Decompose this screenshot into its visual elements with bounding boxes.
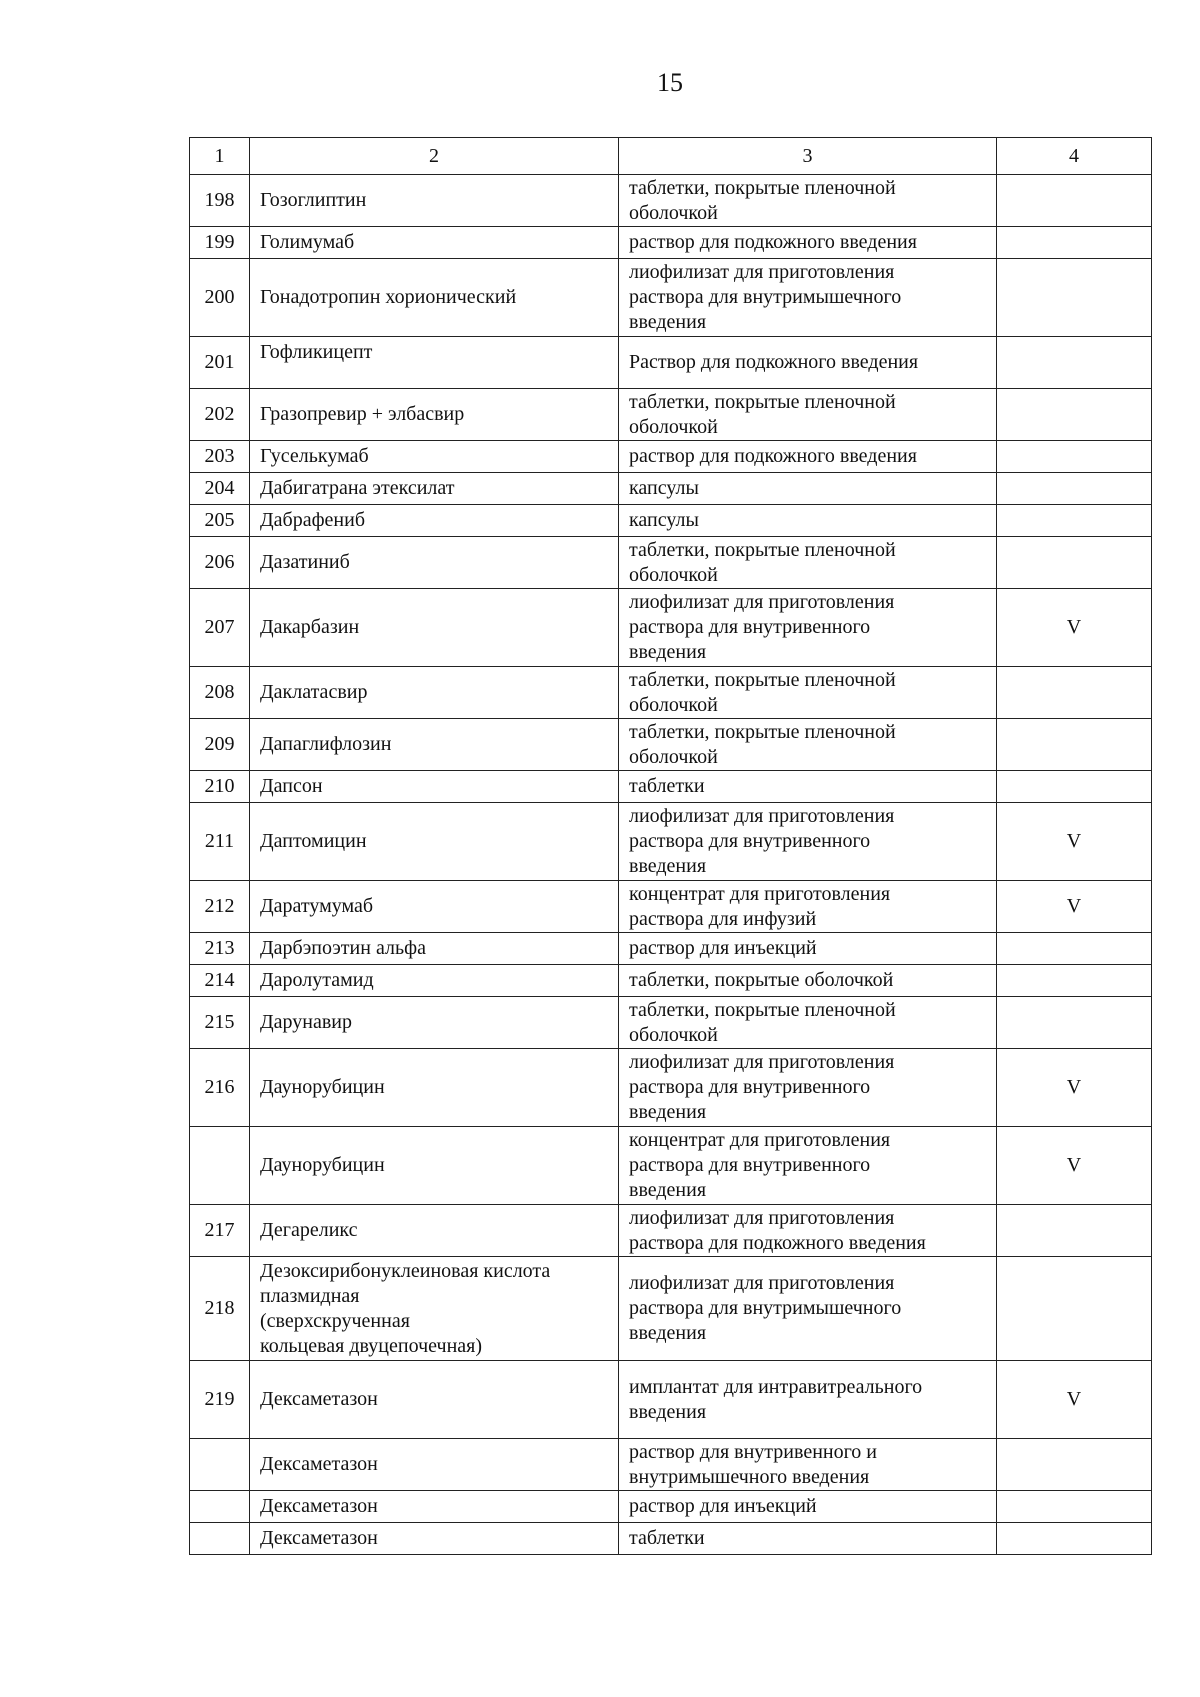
table-row bbox=[190, 1049, 1152, 1127]
dosage-form bbox=[619, 667, 997, 719]
dosage-form-text: таблетки bbox=[629, 775, 705, 797]
mark-cell bbox=[997, 771, 1152, 803]
mark-cell bbox=[997, 719, 1152, 771]
row-number bbox=[190, 1257, 250, 1361]
table-row bbox=[190, 1205, 1152, 1257]
drug-name bbox=[250, 667, 619, 719]
dosage-form-text: лиофилизат для приготовления раствора для внутривенного введения bbox=[629, 805, 895, 877]
dosage-form-text: таблетки, покрытые пленочной оболочкой bbox=[629, 390, 896, 438]
table-row bbox=[190, 259, 1152, 337]
mark-cell bbox=[997, 175, 1152, 227]
mark-cell bbox=[997, 473, 1152, 505]
row-number bbox=[190, 389, 250, 441]
table-body bbox=[190, 175, 1152, 1555]
row-number bbox=[190, 667, 250, 719]
dosage-form-text: раствор для внутривенного и внутримышечного введения bbox=[629, 1440, 878, 1488]
dosage-form-text: таблетки, покрытые пленочной оболочкой bbox=[629, 538, 896, 586]
column-header-2: 2 bbox=[250, 138, 619, 175]
row-number-text: 211 bbox=[204, 830, 235, 852]
drug-name-text: Голимумаб bbox=[260, 231, 355, 253]
mark-cell bbox=[997, 505, 1152, 537]
row-number bbox=[190, 259, 250, 337]
table-row bbox=[190, 1491, 1152, 1523]
table-row bbox=[190, 771, 1152, 803]
drug-name-text: Дегареликс bbox=[260, 1219, 358, 1241]
dosage-form bbox=[619, 259, 997, 337]
dosage-form-text: раствор для инъекций bbox=[629, 937, 817, 959]
table-row bbox=[190, 537, 1152, 589]
dosage-form bbox=[619, 175, 997, 227]
table-row bbox=[190, 667, 1152, 719]
drug-name bbox=[250, 227, 619, 259]
table-row bbox=[190, 881, 1152, 933]
dosage-form-text: таблетки, покрытые пленочной оболочкой bbox=[629, 720, 896, 768]
table-row bbox=[190, 933, 1152, 965]
drug-name bbox=[250, 719, 619, 771]
drug-name bbox=[250, 771, 619, 803]
dosage-form-text: концентрат для приготовления раствора для инфузий bbox=[629, 882, 891, 930]
row-number bbox=[190, 1205, 250, 1257]
row-number-text: 202 bbox=[204, 403, 235, 425]
row-number bbox=[190, 227, 250, 259]
dosage-form bbox=[619, 537, 997, 589]
drug-name-text: Дакарбазин bbox=[260, 616, 360, 638]
table-row bbox=[190, 389, 1152, 441]
mark-cell bbox=[997, 803, 1152, 881]
drug-name-text: Дабрафениб bbox=[260, 509, 365, 531]
dosage-form-text: Раствор для подкожного введения bbox=[629, 351, 919, 373]
mark-cell bbox=[997, 1127, 1152, 1205]
row-number bbox=[190, 881, 250, 933]
dosage-form bbox=[619, 719, 997, 771]
dosage-form bbox=[619, 803, 997, 881]
table-header-row bbox=[190, 138, 1152, 175]
drug-name-text: Даратумумаб bbox=[260, 895, 374, 917]
drug-name bbox=[250, 337, 619, 389]
row-number bbox=[190, 965, 250, 997]
drug-name-text: Гофликицепт bbox=[260, 341, 373, 363]
page-number: 15 bbox=[657, 68, 683, 97]
drug-name bbox=[250, 175, 619, 227]
mark-cell bbox=[997, 1049, 1152, 1127]
row-number-text: 206 bbox=[204, 551, 235, 573]
mark-cell bbox=[997, 997, 1152, 1049]
row-number-text: 201 bbox=[204, 351, 235, 373]
drug-name bbox=[250, 1361, 619, 1439]
row-number-text: 204 bbox=[204, 477, 235, 499]
dosage-form-text: имплантат для интравитреального введения bbox=[629, 1375, 923, 1423]
drug-name-text: Дексаметазон bbox=[260, 1527, 378, 1549]
dosage-form-text: раствор для подкожного введения bbox=[629, 231, 917, 253]
table-row bbox=[190, 1439, 1152, 1491]
row-number-text: 205 bbox=[204, 509, 235, 531]
mark-cell bbox=[997, 881, 1152, 933]
drug-name bbox=[250, 259, 619, 337]
row-number-text: 209 bbox=[204, 733, 235, 755]
drug-name bbox=[250, 1205, 619, 1257]
drug-name bbox=[250, 997, 619, 1049]
row-number bbox=[190, 537, 250, 589]
row-number bbox=[190, 589, 250, 667]
row-number bbox=[190, 441, 250, 473]
row-number-text: 216 bbox=[204, 1076, 235, 1098]
drug-name-text: Дарбэпоэтин альфа bbox=[260, 937, 426, 959]
drug-name-text: Дексаметазон bbox=[260, 1495, 378, 1517]
drug-name-text: Гуселькумаб bbox=[260, 445, 369, 467]
dosage-form-text: таблетки, покрытые пленочной оболочкой bbox=[629, 176, 896, 224]
mark-cell bbox=[997, 259, 1152, 337]
row-number-text: 219 bbox=[204, 1388, 235, 1410]
drug-name bbox=[250, 803, 619, 881]
drug-name bbox=[250, 589, 619, 667]
table-row bbox=[190, 505, 1152, 537]
dosage-form bbox=[619, 589, 997, 667]
drug-name bbox=[250, 1491, 619, 1523]
dosage-form bbox=[619, 1523, 997, 1555]
drug-name bbox=[250, 1523, 619, 1555]
mark-cell bbox=[997, 337, 1152, 389]
dosage-form bbox=[619, 1361, 997, 1439]
dosage-form bbox=[619, 227, 997, 259]
dosage-form bbox=[619, 1205, 997, 1257]
mark-cell-text: V bbox=[1066, 830, 1082, 852]
table-row bbox=[190, 227, 1152, 259]
dosage-form bbox=[619, 1049, 997, 1127]
mark-cell bbox=[997, 1523, 1152, 1555]
drug-name bbox=[250, 537, 619, 589]
dosage-form-text: лиофилизат для приготовления раствора для подкожного введения bbox=[629, 1206, 926, 1254]
drug-name bbox=[250, 1049, 619, 1127]
drug-name bbox=[250, 505, 619, 537]
mark-cell bbox=[997, 589, 1152, 667]
dosage-form bbox=[619, 1127, 997, 1205]
table-row bbox=[190, 1523, 1152, 1555]
dosage-form bbox=[619, 965, 997, 997]
mark-cell bbox=[997, 965, 1152, 997]
column-header-3: 3 bbox=[619, 138, 997, 175]
dosage-form-text: раствор для подкожного введения bbox=[629, 445, 917, 467]
row-number-text: 217 bbox=[204, 1219, 235, 1241]
mark-cell bbox=[997, 441, 1152, 473]
mark-cell-text: V bbox=[1066, 1076, 1082, 1098]
row-number-text: 218 bbox=[204, 1297, 235, 1319]
dosage-form-text: лиофилизат для приготовления раствора для внутримышечного введения bbox=[629, 261, 902, 333]
row-number-text: 213 bbox=[204, 937, 235, 959]
row-number-text: 207 bbox=[204, 616, 235, 638]
mark-cell bbox=[997, 1205, 1152, 1257]
dosage-form-text: концентрат для приготовления раствора для внутривенного введения bbox=[629, 1129, 891, 1201]
table-row bbox=[190, 997, 1152, 1049]
dosage-form-text: капсулы bbox=[629, 509, 699, 531]
dosage-form bbox=[619, 441, 997, 473]
dosage-form-text: лиофилизат для приготовления раствора для внутривенного введения bbox=[629, 1051, 895, 1123]
dosage-form-text: таблетки, покрытые оболочкой bbox=[629, 969, 894, 991]
mark-cell-text: V bbox=[1066, 1388, 1082, 1410]
dosage-form-text: таблетки bbox=[629, 1527, 705, 1549]
table-row bbox=[190, 1127, 1152, 1205]
dosage-form bbox=[619, 933, 997, 965]
table-row bbox=[190, 965, 1152, 997]
drug-name bbox=[250, 441, 619, 473]
row-number bbox=[190, 337, 250, 389]
dosage-form-text: таблетки, покрытые пленочной оболочкой bbox=[629, 668, 896, 716]
mark-cell bbox=[997, 1361, 1152, 1439]
drug-name-text: Дапаглифлозин bbox=[260, 733, 392, 755]
drug-name bbox=[250, 389, 619, 441]
drug-name-text: Дарунавир bbox=[260, 1011, 352, 1033]
drug-name-text: Дексаметазон bbox=[260, 1453, 378, 1475]
dosage-form-text: лиофилизат для приготовления раствора для внутримышечного введения bbox=[629, 1272, 902, 1344]
row-number bbox=[190, 1127, 250, 1205]
drug-name-text: Даклатасвир bbox=[260, 681, 368, 703]
drug-name bbox=[250, 933, 619, 965]
drug-name-text: Дабигатрана этексилат bbox=[260, 477, 455, 499]
dosage-form bbox=[619, 997, 997, 1049]
table-row bbox=[190, 719, 1152, 771]
drug-name-text: Дапсон bbox=[260, 775, 323, 797]
mark-cell bbox=[997, 667, 1152, 719]
drug-name-text: Даунорубицин bbox=[260, 1154, 385, 1176]
table-row bbox=[190, 803, 1152, 881]
row-number bbox=[190, 1049, 250, 1127]
row-number-text: 210 bbox=[204, 775, 235, 797]
mark-cell bbox=[997, 1439, 1152, 1491]
column-header-4: 4 bbox=[997, 138, 1152, 175]
mark-cell bbox=[997, 1491, 1152, 1523]
drug-name bbox=[250, 473, 619, 505]
mark-cell-text: V bbox=[1066, 895, 1082, 917]
drug-name-text: Даптомицин bbox=[260, 830, 367, 852]
row-number bbox=[190, 933, 250, 965]
row-number-text: 200 bbox=[204, 286, 235, 308]
row-number bbox=[190, 1491, 250, 1523]
drug-name bbox=[250, 1127, 619, 1205]
row-number bbox=[190, 505, 250, 537]
mark-cell bbox=[997, 389, 1152, 441]
row-number bbox=[190, 771, 250, 803]
dosage-form bbox=[619, 1491, 997, 1523]
mark-cell bbox=[997, 537, 1152, 589]
dosage-form-text: таблетки, покрытые пленочной оболочкой bbox=[629, 998, 896, 1046]
dosage-form-text: раствор для инъекций bbox=[629, 1495, 817, 1517]
table-row bbox=[190, 473, 1152, 505]
column-header-1: 1 bbox=[190, 138, 250, 175]
table-row bbox=[190, 1257, 1152, 1361]
row-number-text: 212 bbox=[204, 895, 235, 917]
dosage-form bbox=[619, 473, 997, 505]
drug-name-text: Дазатиниб bbox=[260, 551, 350, 573]
row-number-text: 198 bbox=[204, 189, 235, 211]
dosage-form bbox=[619, 389, 997, 441]
dosage-form-text: лиофилизат для приготовления раствора для внутривенного введения bbox=[629, 591, 895, 663]
drug-name bbox=[250, 881, 619, 933]
row-number bbox=[190, 719, 250, 771]
drug-name-text: Дезоксирибонуклеиновая кислота плазмидная (сверхскрученная кольцевая двуцепочечная) bbox=[260, 1259, 551, 1357]
table-row bbox=[190, 175, 1152, 227]
row-number bbox=[190, 1361, 250, 1439]
drug-name-text: Даунорубицин bbox=[260, 1076, 385, 1098]
row-number bbox=[190, 1523, 250, 1555]
drug-name bbox=[250, 1439, 619, 1491]
table-row bbox=[190, 1361, 1152, 1439]
dosage-form bbox=[619, 881, 997, 933]
table-row bbox=[190, 441, 1152, 473]
drug-name-text: Гозоглиптин bbox=[260, 189, 367, 211]
drug-name-text: Дексаметазон bbox=[260, 1388, 378, 1410]
drug-table bbox=[189, 137, 1152, 1555]
mark-cell bbox=[997, 227, 1152, 259]
mark-cell bbox=[997, 933, 1152, 965]
drug-name bbox=[250, 1257, 619, 1361]
drug-name-text: Гразопревир + элбасвир bbox=[260, 403, 465, 425]
dosage-form bbox=[619, 505, 997, 537]
dosage-form bbox=[619, 771, 997, 803]
dosage-form bbox=[619, 1257, 997, 1361]
row-number bbox=[190, 1439, 250, 1491]
drug-name bbox=[250, 965, 619, 997]
row-number bbox=[190, 175, 250, 227]
mark-cell bbox=[997, 1257, 1152, 1361]
row-number-text: 208 bbox=[204, 681, 235, 703]
row-number bbox=[190, 803, 250, 881]
row-number-text: 199 bbox=[204, 231, 235, 253]
table-row bbox=[190, 589, 1152, 667]
mark-cell-text: V bbox=[1066, 1154, 1082, 1176]
dosage-form-text: капсулы bbox=[629, 477, 699, 499]
dosage-form bbox=[619, 1439, 997, 1491]
row-number-text: 203 bbox=[204, 445, 235, 467]
row-number bbox=[190, 997, 250, 1049]
mark-cell-text: V bbox=[1066, 616, 1082, 638]
drug-name-text: Даролутамид bbox=[260, 969, 374, 991]
drug-name-text: Гонадотропин хорионический bbox=[260, 286, 517, 308]
table-row bbox=[190, 337, 1152, 389]
row-number-text: 214 bbox=[204, 969, 235, 991]
dosage-form bbox=[619, 337, 997, 389]
row-number bbox=[190, 473, 250, 505]
row-number-text: 215 bbox=[204, 1011, 235, 1033]
